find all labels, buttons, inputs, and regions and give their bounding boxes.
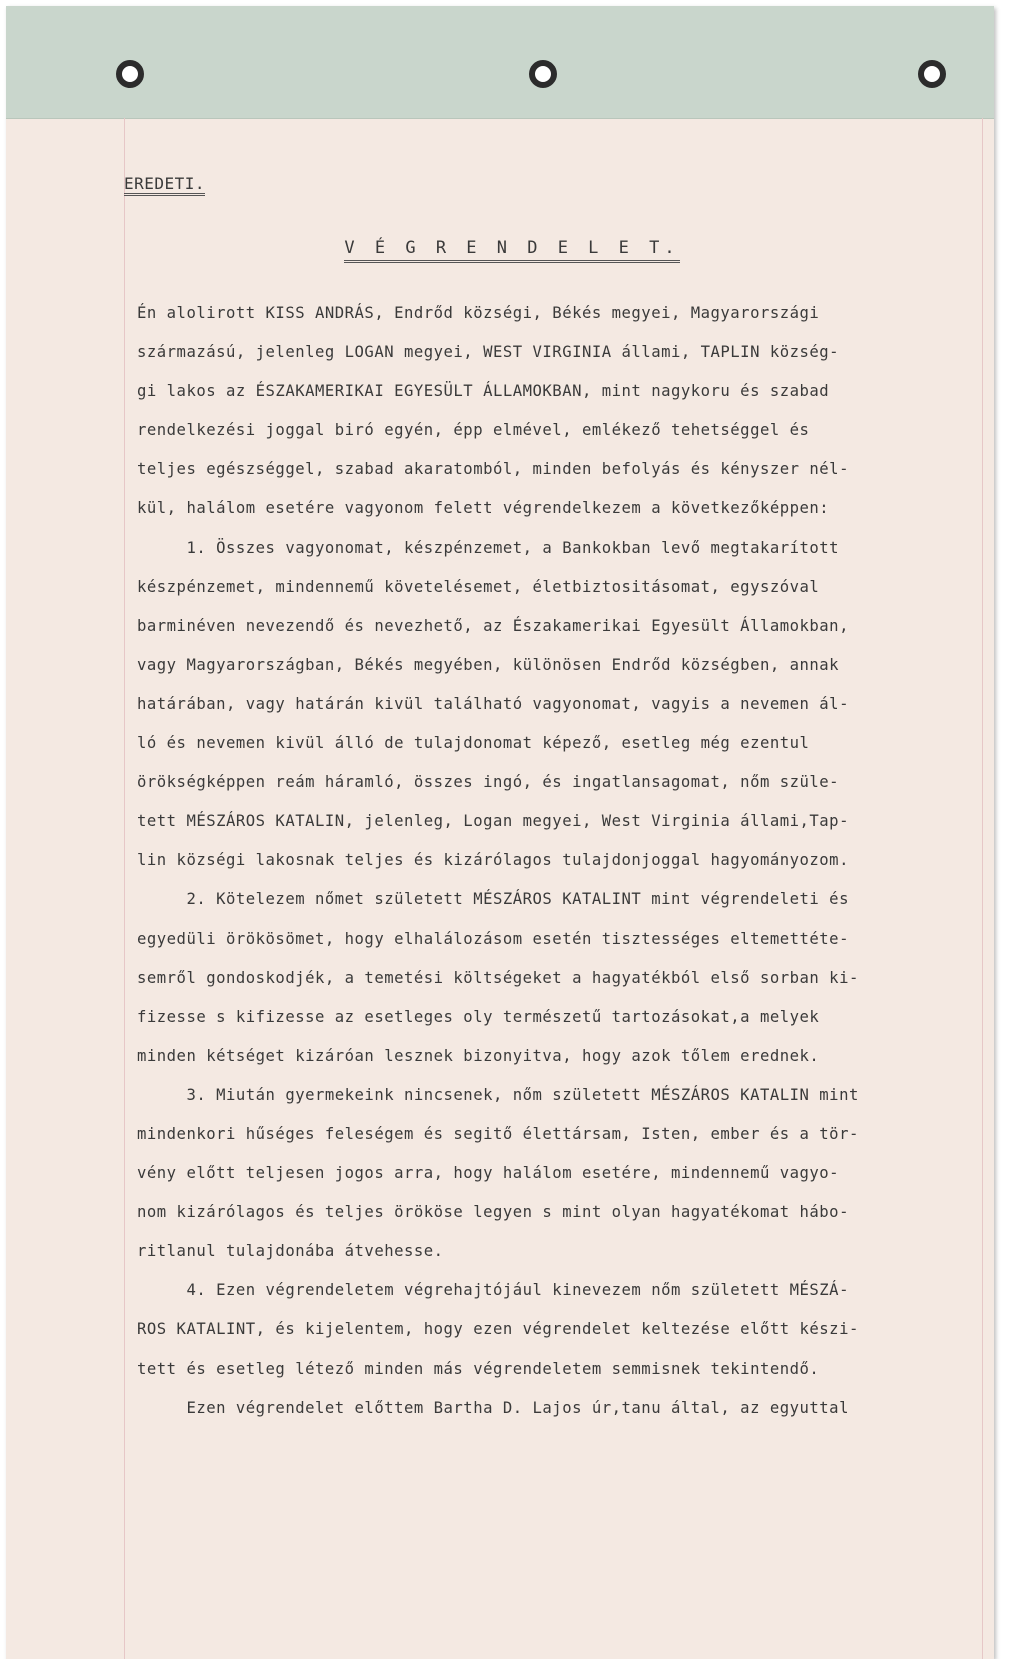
text-line: Én alolirott KISS ANDRÁS, Endrőd községi, Békés megyei, Magyarországi	[137, 304, 820, 322]
text-line: minden kétséget kizáróan lesznek bizonyitva, hogy azok tőlem erednek.	[137, 1046, 820, 1065]
text-line: örökségképpen reám háramló, összes ingó, és ingatlansagomat, nőm szüle-	[137, 773, 840, 792]
text-line: származású, jelenleg LOGAN megyei, WEST VIRGINIA állami, TAPLIN község-	[137, 343, 840, 362]
text-line: barminéven nevezendő és nevezhető, az Északamerikai Egyesült Államokban,	[137, 616, 849, 635]
text-line: Ezen végrendelet előttem Bartha D. Lajos úr,tanu által, az egyuttal	[137, 1398, 849, 1417]
text-line: tett és esetleg létező minden más végrendeletem semmisnek tekintendő.	[137, 1359, 820, 1378]
right-margin-rule	[982, 118, 983, 1659]
text-line: egyedüli örökösömet, hogy elhalálozásom esetén tisztességes eltemettéte-	[137, 929, 849, 948]
text-line: ló és nevemen kivül álló de tulajdonomat képező, esetleg még ezentul	[137, 734, 810, 753]
document-body	[137, 294, 969, 1428]
text-line: kül, halálom esetére vagyonom felett végrendelkezem a következőképpen:	[137, 499, 830, 518]
text-line: vény előtt teljesen jogos arra, hogy halálom esetére, mindennemű vagyo-	[137, 1164, 840, 1183]
text-line: teljes egészséggel, szabad akaratomból, minden befolyás és kényszer nél-	[137, 460, 849, 479]
binding-strip	[6, 6, 994, 119]
text-line: ROS KATALINT, és kijelentem, hogy ezen végrendelet keltezése előtt készi-	[137, 1320, 859, 1339]
punch-hole-icon	[529, 60, 557, 88]
text-line: tett MÉSZÁROS KATALIN, jelenleg, Logan megyei, West Virginia állami,Tap-	[137, 812, 849, 831]
text-line: mindenkori hűséges feleségem és segitő élettársam, Isten, ember és a tör-	[137, 1124, 859, 1143]
text-line: fizesse s kifizesse az esetleges oly természetű tartozásokat,a melyek	[137, 1007, 820, 1026]
text-line: ritlanul tulajdonába átvehesse.	[137, 1242, 444, 1261]
original-mark-text: EREDETI.	[124, 174, 205, 196]
document-title-text: V É G R E N D E L E T.	[344, 238, 679, 263]
punch-hole-icon	[116, 60, 144, 88]
text-line: határában, vagy határán kivül található vagyonomat, vagyis a nevemen ál-	[137, 694, 849, 713]
text-line: 2. Kötelezem nőmet született MÉSZÁROS KATALINT mint végrendeleti és	[137, 890, 849, 909]
text-line: 1. Összes vagyonomat, készpénzemet, a Bankokban levő megtakarított	[137, 538, 840, 557]
punch-hole-icon	[918, 60, 946, 88]
text-line: készpénzemet, mindennemű követelésemet, életbiztositásomat, egyszóval	[137, 577, 820, 596]
text-line: gi lakos az ÉSZAKAMERIKAI EGYESÜLT ÁLLAMOKBAN, mint nagykoru és szabad	[137, 382, 830, 401]
text-line: semről gondoskodjék, a temetési költségeket a hagyatékból első sorban ki-	[137, 968, 859, 987]
text-line: vagy Magyarországban, Békés megyében, különösen Endrőd községben, annak	[137, 655, 840, 674]
text-line: 4. Ezen végrendeletem végrehajtójául kinevezem nőm született MÉSZÁ-	[137, 1281, 849, 1300]
original-mark	[124, 174, 205, 193]
text-line: nom kizárólagos és teljes örököse legyen s mint olyan hagyatékomat hábo-	[137, 1203, 849, 1222]
text-line: rendelkezési joggal biró egyén, épp elmével, emlékező tehetséggel és	[137, 421, 810, 440]
text-line: lin községi lakosnak teljes és kizárólagos tulajdonjoggal hagyományozom.	[137, 851, 849, 870]
text-line: 3. Miután gyermekeink nincsenek, nőm született MÉSZÁROS KATALIN mint	[137, 1085, 859, 1104]
left-margin-rule	[124, 118, 125, 1659]
document-title	[0, 238, 1024, 258]
